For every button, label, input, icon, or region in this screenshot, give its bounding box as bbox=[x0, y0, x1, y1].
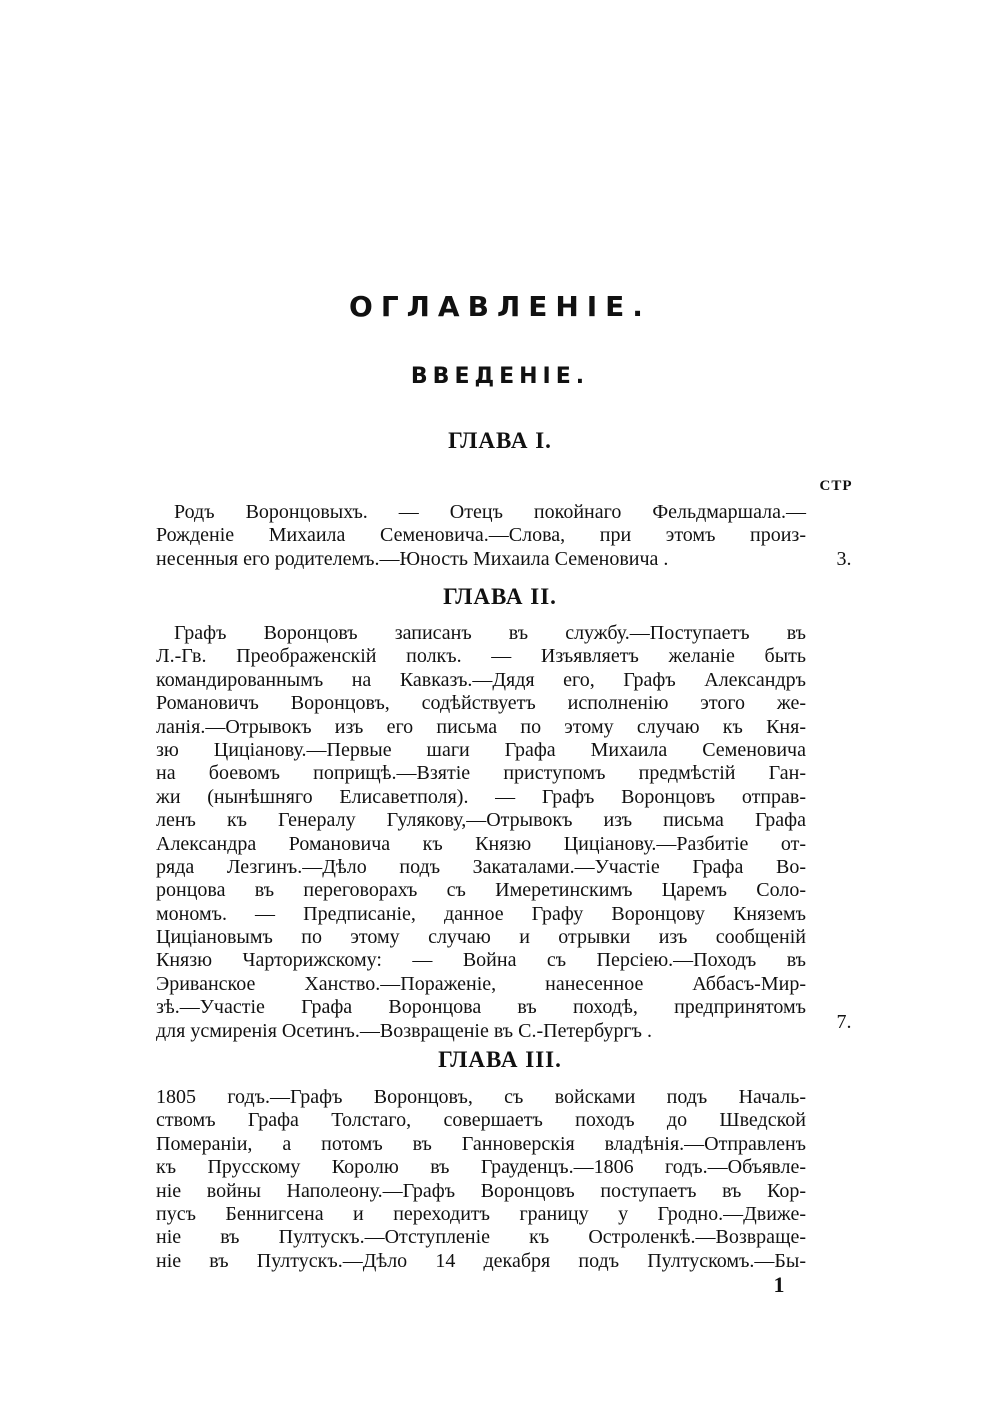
summary-line: несенныя его родителемъ.—Юность Михаила Семеновича . bbox=[156, 547, 669, 570]
summary-line: ніе войны Наполеону.—Графъ Воронцовъ поступаетъ въ Кор- bbox=[156, 1179, 806, 1202]
summary-line: на боевомъ поприщѣ.—Взятіе приступомъ предмѣстій Ган- bbox=[156, 762, 806, 785]
summary-line: пусъ Беннигсена и переходитъ границу у Гродно.—Движе- bbox=[156, 1202, 806, 1225]
summary-line: Романовичъ Воронцовъ, содѣйствуетъ исполненію этого же- bbox=[156, 692, 806, 715]
summary-line: Родъ Воронцовыхъ. — Отецъ покойнаго Фельдмаршала.— bbox=[174, 501, 806, 523]
summary-line: къ Прусскому Королю въ Грауденцъ.—1806 годъ.—Объявле- bbox=[156, 1156, 806, 1179]
chapter-3-summary bbox=[156, 1086, 806, 1273]
summary-line: Л.-Гв. Преображенскій полкъ. — Изъявляетъ желаніе быть bbox=[156, 645, 806, 668]
chapter-1-title: ГЛАВА I. bbox=[448, 428, 552, 453]
summary-line: Помераніи, а потомъ въ Ганноверскія владѣнія.—Отправленъ bbox=[156, 1132, 806, 1155]
summary-line: ронцова въ переговорахъ съ Имеретинскимъ Царемъ Соло- bbox=[156, 879, 806, 902]
summary-line: жи (нынѣшняго Елисаветполя). — Графъ Воронцовъ отправ- bbox=[156, 785, 806, 808]
summary-line: Циціановымъ по этому случаю и отрывки изъ сообщеній bbox=[156, 926, 806, 949]
chapter-2-summary bbox=[156, 622, 806, 1043]
chapter-1-page-number: 3. bbox=[836, 548, 852, 570]
introduction-heading: ВВЕДЕНІЕ. bbox=[410, 364, 590, 389]
summary-line: 1805 годъ.—Графъ Воронцовъ, съ войсками подъ Началь- bbox=[156, 1086, 806, 1108]
summary-line: ніе въ Пултускъ.—Дѣло 14 декабря подъ Пултускомъ.—Бы- bbox=[156, 1249, 806, 1272]
chapter-2-title: ГЛАВА II. bbox=[443, 584, 557, 609]
page-folio-number: 1 bbox=[773, 1272, 785, 1297]
summary-line: мономъ. — Предписаніе, данное Графу Воронцову Княземъ bbox=[156, 902, 806, 925]
page-column-label: СТР bbox=[819, 478, 853, 494]
summary-line: Эриванское Ханство.—Пораженіе, нанесенное Аббасъ-Мир- bbox=[156, 972, 806, 995]
contents-title: ОГЛАВЛЕНІЕ. bbox=[349, 290, 651, 323]
summary-line: зѣ.—Участіе Графа Воронцова въ походѣ, предпринятомъ bbox=[156, 996, 806, 1019]
summary-line: Рожденіе Михаила Семеновича.—Слова, при этомъ произ- bbox=[156, 524, 806, 547]
chapter-1-summary bbox=[156, 501, 806, 571]
chapter-3-title: ГЛАВА III. bbox=[438, 1047, 562, 1072]
chapter-2-page-number: 7. bbox=[836, 1011, 852, 1033]
summary-line: Князю Чарторижскому: — Война съ Персіею.—Походъ въ bbox=[156, 949, 806, 972]
summary-line: Графъ Воронцовъ записанъ въ службу.—Поступаетъ въ bbox=[174, 622, 806, 644]
summary-line: зю Циціанову.—Первые шаги Графа Михаила Семеновича bbox=[156, 738, 806, 761]
summary-line: ствомъ Графа Толстаго, совершаетъ походъ до Шведской bbox=[156, 1109, 806, 1132]
summary-line: ряда Лезгинъ.—Дѣло подъ Закаталами.—Участіе Графа Во- bbox=[156, 855, 806, 878]
summary-line: ланія.—Отрывокъ изъ его письма по этому случаю къ Кня- bbox=[156, 715, 806, 738]
summary-line: командированнымъ на Кавказъ.—Дядя его, Графъ Александръ bbox=[156, 668, 806, 691]
summary-line: для усмиренія Осетинъ.—Возвращеніе въ С.-Петербургъ . bbox=[156, 1019, 653, 1042]
summary-line: ніе въ Пултускъ.—Отступленіе къ Остроленкѣ.—Возвраще- bbox=[156, 1226, 806, 1249]
summary-line: ленъ къ Генералу Гулякову,—Отрывокъ изъ письма Графа bbox=[156, 809, 806, 832]
summary-line: Александра Романовича къ Князю Циціанову.—Разбитіе от- bbox=[156, 832, 806, 855]
